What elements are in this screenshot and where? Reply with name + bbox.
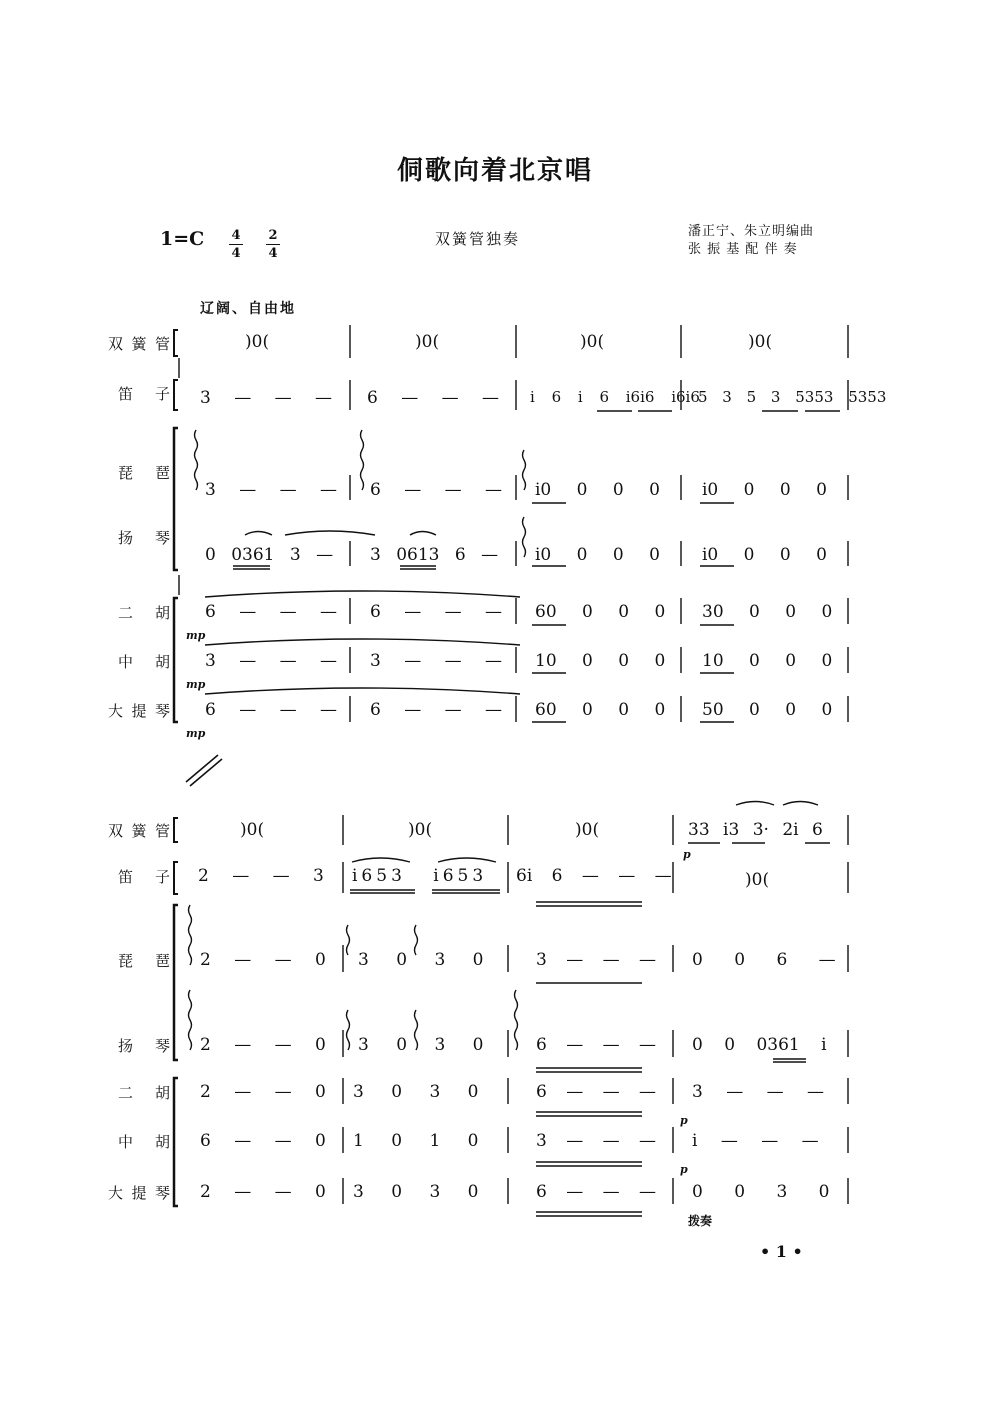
instrument-erhu: 二 胡 [118,1084,170,1102]
measure: 60 0 0 0 [535,700,666,720]
time-sig-denominator: 4 [231,246,241,261]
instrument-yangqin: 扬 琴 [118,1037,170,1055]
measure: 5 3 5 3 5353 5353 [698,388,887,406]
measure: 50 0 0 0 [702,700,833,720]
measure: 6 — — — [367,388,500,408]
measure: 6 — — — [370,700,503,720]
measure: 3 — — — [536,950,657,970]
measure: )0( [575,820,600,840]
measure: 2 — — 0 [200,1035,326,1055]
instrument-cello: 大提琴 [108,1184,170,1202]
measure: 3 — — — [370,651,503,671]
dynamic-p: p [680,1114,688,1127]
measure: 6 — — 0 [200,1131,326,1151]
instrument-zhonghu: 中 胡 [118,1133,170,1151]
measure: 6 — — — [370,480,503,500]
measure: 3 0 3 0 [358,950,484,970]
measure: 60 0 0 0 [535,602,666,622]
measure: 2 — — 0 [200,950,326,970]
measure: )0( [748,332,773,352]
dynamic-mp: mp [186,678,206,691]
subtitle: 双簧管独奏 [435,230,521,248]
measure: 2 — — 0 [200,1182,326,1202]
measure: 10 0 0 0 [702,651,833,671]
measure: i0 0 0 0 [702,545,827,565]
measure: 3 0 3 0 [353,1182,479,1202]
measure: 3 — — — [205,480,338,500]
pizzicato-marking: 拨奏 [688,1214,713,1228]
measure: )0( [245,332,270,352]
time-sig-denominator: 4 [268,246,278,261]
time-sig-numerator: 4 [231,228,241,243]
page-number: • 1 • [760,1242,803,1261]
credit-arranger: 潘正宁、朱立明编曲 [688,224,815,239]
measure: 3 — — — [692,1082,825,1102]
dynamic-p: p [680,1163,688,1176]
measure: 6 — — — [536,1082,657,1102]
measure: i0 0 0 0 [535,480,660,500]
measure: 2 — — 0 [200,1082,326,1102]
score-title: 侗歌向着北京唱 [396,156,593,186]
measure: )0( [415,332,440,352]
instrument-dizi: 笛 子 [118,385,170,403]
measure: )0( [745,870,770,890]
measure: 1 0 1 0 [353,1131,479,1151]
measure: 0 0 6 — [692,950,836,970]
instrument-cello: 大提琴 [108,702,170,720]
measure: 3 0613 6 — [370,545,499,565]
measure: 33 i3 3· 2i 6 [688,820,823,840]
credit-accompaniment: 张 振 基 配 伴 奏 [688,242,798,257]
dynamic-mp: mp [186,629,206,642]
measure: 6 — — — [536,1182,657,1202]
instrument-pipa: 琵 琶 [118,464,170,482]
instrument-pipa: 琵 琶 [118,952,170,970]
measure: )0( [580,332,605,352]
measure: 10 0 0 0 [535,651,666,671]
measure: i0 0 0 0 [535,545,660,565]
measure: 6i 6 — — — [516,866,672,886]
measure: i653 i653 [352,866,488,886]
measure: 3 — — — [200,388,333,408]
instrument-oboe: 双簧管 [108,335,170,353]
instrument-dizi: 笛 子 [118,868,170,886]
measure: 2 — — 3 [198,866,324,886]
instrument-yangqin: 扬 琴 [118,529,170,547]
instrument-oboe: 双簧管 [108,822,170,840]
measure: )0( [408,820,433,840]
measure: 0 0361 3 — [205,545,334,565]
tempo-marking: 辽阔、自由地 [200,301,296,317]
dynamic-mp: mp [186,727,206,740]
measure: )0( [240,820,265,840]
measure: 3 — — — [205,651,338,671]
instrument-zhonghu: 中 胡 [118,653,170,671]
dynamic-p: p [683,848,691,861]
measure: 3 0 3 0 [358,1035,484,1055]
measure: i — — — [692,1131,819,1151]
measure: 3 — — — [536,1131,657,1151]
measure: 6 — — — [370,602,503,622]
measure: i 6 i 6 i6i6 i6i6 [530,388,700,406]
measure: 6 — — — [536,1035,657,1055]
key-signature: 1=C [160,228,205,250]
measure: 6 — — — [205,700,338,720]
instrument-erhu: 二 胡 [118,604,170,622]
measure: 30 0 0 0 [702,602,833,622]
time-sig-numerator: 2 [268,228,278,243]
measure: i0 0 0 0 [702,480,827,500]
measure: 0 0 0361 i [692,1035,827,1055]
measure: 6 — — — [205,602,338,622]
measure: 3 0 3 0 [353,1082,479,1102]
measure: 0 0 3 0 [692,1182,830,1202]
